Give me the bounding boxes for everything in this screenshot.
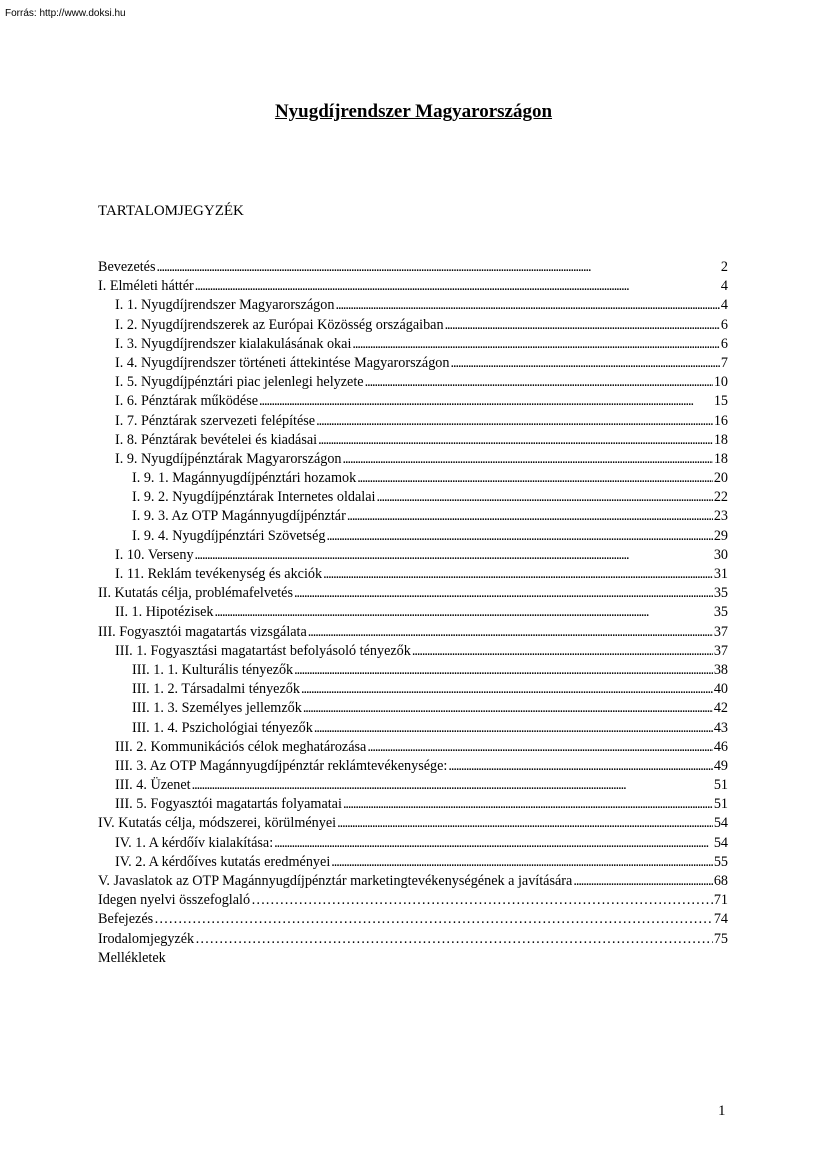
toc-entry-page: 6: [720, 316, 728, 333]
toc-entry-label: IV. Kutatás célja, módszerei, körülményei: [98, 815, 337, 832]
toc-entry: [98, 450, 728, 469]
toc-entry-leader: [343, 450, 713, 469]
toc-entry: [98, 316, 728, 335]
toc-entry-page: 75: [713, 930, 728, 947]
toc-entry-page: 31: [713, 566, 728, 582]
toc-entry-page: 35: [713, 585, 728, 602]
toc-entry-label: I. 8. Pénztárak bevételei és kiadásai: [115, 431, 318, 448]
toc-entry-page: 49: [713, 757, 728, 774]
toc-entry-page: 55: [713, 853, 728, 870]
document-title: Nyugdíjrendszer Magyarországon: [274, 101, 553, 122]
toc-entry-label: I. 9. Nyugdíjpénztárak Magyarországon: [115, 450, 342, 467]
toc-entry-page: 71: [713, 892, 728, 909]
toc-entry-leader: [274, 834, 713, 853]
toc-entry-label: III. Fogyasztói magatartás vizsgálata: [98, 623, 307, 640]
toc-entry-leader: [259, 392, 713, 411]
toc-heading: TARTALOMJEGYZÉK: [98, 203, 244, 219]
toc-entry-leader: [445, 316, 720, 335]
toc-entry-label: I. Elméleti háttér: [98, 278, 194, 295]
toc-entry: [98, 296, 728, 315]
toc-entry: [98, 392, 728, 411]
toc-entry-leader: [195, 277, 720, 296]
toc-entry: [98, 431, 728, 450]
toc-entry-page: 10: [713, 374, 728, 391]
toc-entry-page: 35: [713, 604, 728, 621]
toc-entry: [98, 584, 728, 603]
toc-entry-label: III. 1. 2. Társadalmi tényezők: [132, 681, 300, 698]
toc-entry-label: III. 3. Az OTP Magánnyugdíjpénztár reklámtevékenysége:: [115, 757, 448, 774]
toc-entry-leader: [314, 719, 713, 738]
toc-entry-label: I. 9. 1. Magánnyugdíjpénztári hozamok: [132, 470, 357, 487]
toc-entry-label: Bevezetés: [98, 259, 156, 275]
toc-entry: [98, 335, 728, 354]
source-note: Forrás: http://www.doksi.hu: [5, 8, 126, 19]
toc-entry-label: I. 10. Verseny: [115, 546, 194, 563]
toc-entry-leader: [412, 642, 713, 661]
toc-entry-leader: [316, 412, 713, 431]
toc-entry-label: III. 2. Kommunikációs célok meghatározása: [115, 738, 367, 755]
toc-entry-page: 74: [713, 911, 728, 928]
toc-entry-label: I. 11. Reklám tevékenység és akciók: [115, 566, 323, 582]
toc-entry-leader: [573, 872, 712, 891]
toc-entry-page: 42: [713, 700, 728, 717]
toc-entry-label: III. 1. 1. Kulturális tényezők: [132, 661, 294, 678]
toc-entry: [98, 412, 728, 431]
toc-entry: [98, 738, 728, 757]
toc-entry: [98, 642, 728, 661]
toc-entry-page: 51: [713, 777, 728, 794]
toc-entry-leader: [343, 795, 713, 814]
toc-entry-label: III. 1. 3. Személyes jellemzők: [132, 700, 302, 717]
toc-entry-leader: [154, 910, 713, 929]
toc-entry-page: 38: [713, 661, 728, 678]
toc-entry-leader: [376, 488, 712, 507]
toc-entry: [98, 699, 728, 718]
toc-entry-page: 37: [713, 623, 728, 640]
toc-entry-page: 37: [713, 642, 728, 659]
toc-entry: [98, 661, 728, 680]
toc-entry-leader: [335, 296, 719, 315]
toc-entry: [98, 776, 728, 795]
toc-entry-page: 6: [720, 335, 728, 352]
toc-entry-leader: [303, 699, 713, 718]
toc-entry-page: 15: [713, 393, 728, 410]
toc-entry-label: V. Javaslatok az OTP Magánnyugdíjpénztár marketingtevékenységének a javítására: [98, 873, 573, 889]
toc-entry-page: 4: [720, 278, 728, 295]
toc-entry-page: 29: [713, 527, 728, 544]
toc-entry-label: I. 7. Pénztárak szervezeti felépítése: [115, 412, 316, 429]
toc-entry-label: I. 1. Nyugdíjrendszer Magyarországon: [115, 297, 335, 314]
toc-entry-label: I. 4. Nyugdíjrendszer történeti áttekintése Magyarországon: [115, 354, 450, 371]
toc-entry-label: II. 1. Hipotézisek: [115, 604, 214, 621]
toc-entry-leader: [308, 623, 713, 642]
toc-entry-page: 18: [713, 450, 728, 467]
toc-entry-leader: [326, 527, 712, 546]
toc-entry-label: Befejezés: [98, 911, 154, 928]
toc-entry: [98, 891, 728, 910]
toc-entry-page: 30: [713, 546, 728, 563]
toc-entry-page: 20: [713, 470, 728, 487]
toc-entry-page: 18: [713, 431, 728, 448]
toc-entry-label: Mellékletek: [98, 949, 166, 966]
toc-entry-page: 43: [713, 719, 728, 736]
toc-entry-leader: [337, 814, 713, 833]
toc-entry-leader: [195, 930, 713, 949]
toc-entry-leader: [367, 738, 712, 757]
toc-entry-page: 4: [720, 297, 728, 314]
toc-entry-leader: [365, 373, 713, 392]
toc-entry-leader: [192, 776, 713, 795]
toc-entry: [98, 757, 728, 776]
page-number: 1: [718, 1103, 726, 1119]
toc-entry-page: 40: [713, 681, 728, 698]
toc-entry-leader: [357, 469, 713, 488]
toc-entry-leader: [157, 258, 720, 277]
table-of-contents: [98, 258, 728, 968]
toc-entry: [98, 603, 728, 622]
toc-entry-page: 22: [713, 489, 728, 506]
toc-entry: [98, 488, 728, 507]
toc-entry: [98, 872, 728, 891]
toc-entry-label: II. Kutatás célja, problémafelvetés: [98, 585, 293, 602]
toc-entry-leader: [352, 335, 720, 354]
toc-entry: [98, 469, 728, 488]
toc-entry: [98, 373, 728, 392]
toc-entry-leader: [301, 680, 713, 699]
toc-entry-label: I. 6. Pénztárak működése: [115, 393, 259, 410]
toc-entry-label: I. 2. Nyugdíjrendszerek az Európai Közösség országaiban: [115, 316, 444, 333]
toc-entry-label: I. 5. Nyugdíjpénztári piac jelenlegi helyzete: [115, 374, 364, 391]
toc-entry: [98, 277, 728, 296]
toc-entry: [98, 910, 728, 929]
toc-entry-label: I. 9. 3. Az OTP Magánnyugdíjpénztár: [132, 508, 346, 525]
toc-entry-leader: [294, 584, 713, 603]
toc-entry-label: IV. 1. A kérdőív kialakítása:: [115, 834, 274, 851]
toc-entry-label: Idegen nyelvi összefoglaló: [98, 892, 251, 909]
toc-entry-page: 7: [720, 354, 728, 371]
toc-entry: [98, 546, 728, 565]
toc-entry: [98, 565, 728, 584]
toc-entry-leader: [450, 354, 719, 373]
toc-entry-page: 51: [713, 796, 728, 813]
toc-entry-page: 46: [713, 738, 728, 755]
toc-entry-page: 68: [713, 873, 728, 889]
toc-entry-leader: [294, 661, 713, 680]
toc-entry-label: III. 1. Fogyasztási magatartást befolyásoló tényezők: [115, 642, 411, 659]
toc-entry: [98, 354, 728, 373]
toc-entry-page: 16: [713, 412, 728, 429]
toc-entry-leader: [448, 757, 712, 776]
toc-entry-leader: [195, 546, 713, 565]
toc-entry-label: I. 9. 2. Nyugdíjpénztárak Internetes oldalai: [132, 489, 376, 506]
toc-entry: [98, 719, 728, 738]
toc-entry-leader: [331, 853, 713, 872]
toc-entry-label: III. 1. 4. Pszichológiai tényezők: [132, 719, 313, 736]
toc-entry: [98, 949, 728, 968]
toc-entry-page: 2: [720, 259, 728, 275]
toc-entry-label: I. 9. 4. Nyugdíjpénztári Szövetség: [132, 527, 326, 544]
toc-entry: [98, 507, 728, 526]
toc-entry: [98, 853, 728, 872]
toc-entry-label: Irodalomjegyzék: [98, 930, 195, 947]
toc-entry: [98, 930, 728, 949]
toc-entry-label: I. 3. Nyugdíjrendszer kialakulásának okai: [115, 335, 352, 352]
toc-entry-label: IV. 2. A kérdőíves kutatás eredményei: [115, 853, 331, 870]
toc-entry: [98, 680, 728, 699]
toc-entry-page: 23: [713, 508, 728, 525]
toc-entry: [98, 258, 728, 277]
toc-entry: [98, 623, 728, 642]
toc-entry-leader: [251, 891, 713, 910]
toc-entry: [98, 795, 728, 814]
toc-entry-leader: [323, 565, 713, 584]
toc-entry: [98, 834, 728, 853]
toc-entry: [98, 527, 728, 546]
toc-entry-page: 54: [713, 815, 728, 832]
toc-entry-leader: [318, 431, 713, 450]
toc-entry-label: III. 5. Fogyasztói magatartás folyamatai: [115, 796, 342, 813]
toc-entry: [98, 814, 728, 833]
toc-entry-page: 54: [713, 834, 728, 851]
toc-entry-leader: [215, 603, 713, 622]
toc-entry-leader: [347, 507, 713, 526]
toc-entry-label: III. 4. Üzenet: [115, 777, 191, 794]
